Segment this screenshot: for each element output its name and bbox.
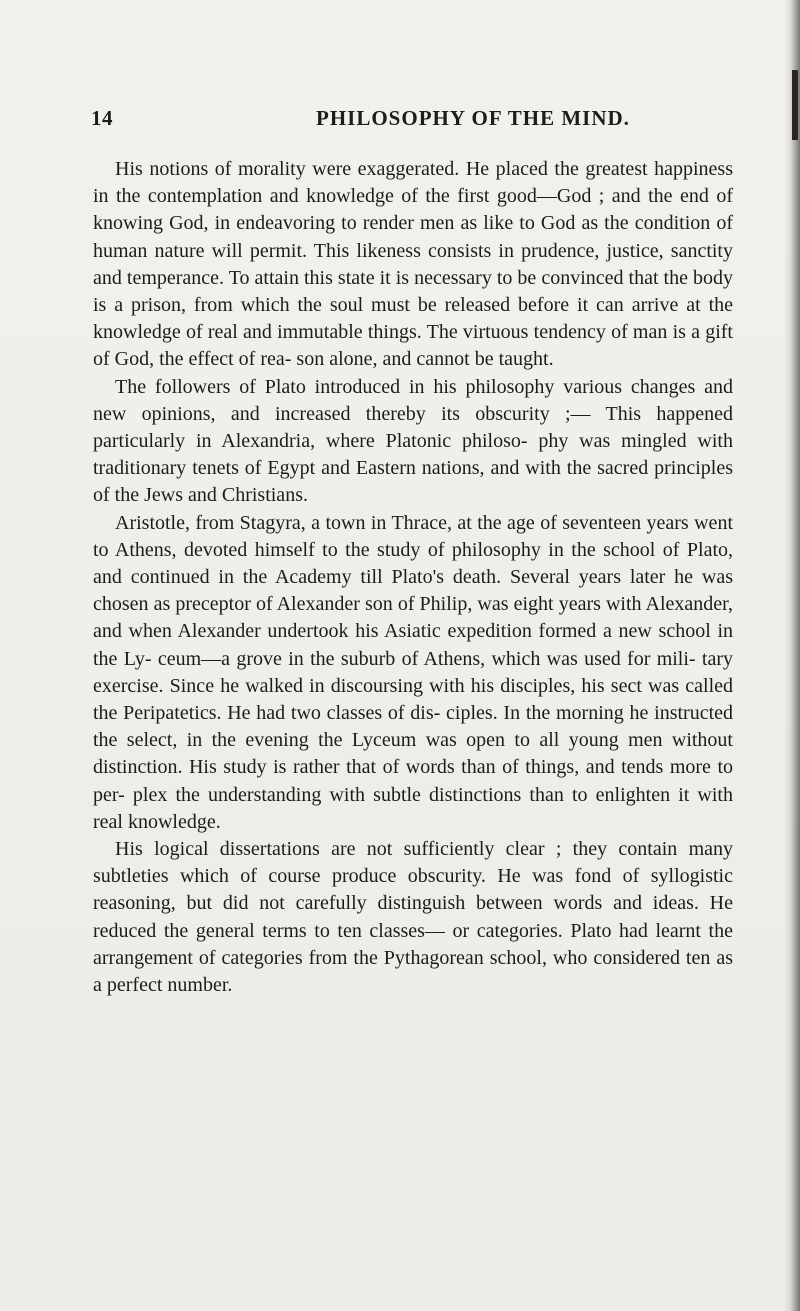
paragraph: His logical dissertations are not sufficiently clear ; they contain many subtleties which of course produce obscurity. He was fond of syllogistic reasoning, but did not carefully distinguish between words and ideas. He reduced the general terms to ten classes— or categories. Plato had learnt the arrangement of categories from the Pythagorean school, who considered ten as a perfect number. [93,838,733,997]
page-header [91,106,731,136]
paragraph: The followers of Plato introduced in his philosophy various changes and new opinions, and increased thereby its obscurity ;— This happened particularly in Alexandria, where Platonic philoso- phy was mingled with traditionary tenets of Egypt and Eastern nations, and with the sacred principles of the Jews and Christians. [93,375,733,507]
running-head: PHILOSOPHY OF THE MIND. [316,106,630,130]
page-edge-mark [792,70,798,140]
paragraph: Aristotle, from Stagyra, a town in Thrace, at the age of seventeen years went to Athens, devoted himself to the study of philosophy in the school of Plato, and continued in the Academy till Plato's death. Several years later he was chosen as preceptor of Alexander son of Philip, was eight years with Alexander, and when Alexander undertook his Asiatic expedition formed a new school in the Ly- ceum—a grove in the suburb of Athens, which was used for mili- tary exercise. Since he walked in discoursing with his disciples, his sect was called the Peripatetics. He had two classes of dis- ciples. In the morning he instructed the select, in the evening the Lyceum was open to all young men without distinction. His study is rather that of words than of things, and tends more to per- plex the understanding with subtle distinctions than to enlighten it with real knowledge. [93,511,733,833]
page-edge-shadow [784,0,800,1311]
paragraph: His notions of morality were exaggerated. He placed the greatest happiness in the contemplation and knowledge of the first good—God ; and the end of knowing God, in endeavoring to render men as like to God as the condition of human nature will permit. This likeness consists in prudence, justice, sanctity and temperance. To attain this state it is necessary to be convinced that the body is a prison, from which the soul must be released before it can arrive at the knowledge of real and immutable things. The virtuous tendency of man is a gift of God, the effect of rea- son alone, and cannot be taught. [93,158,733,371]
page-number: 14 [91,106,113,130]
body-text [93,156,733,999]
